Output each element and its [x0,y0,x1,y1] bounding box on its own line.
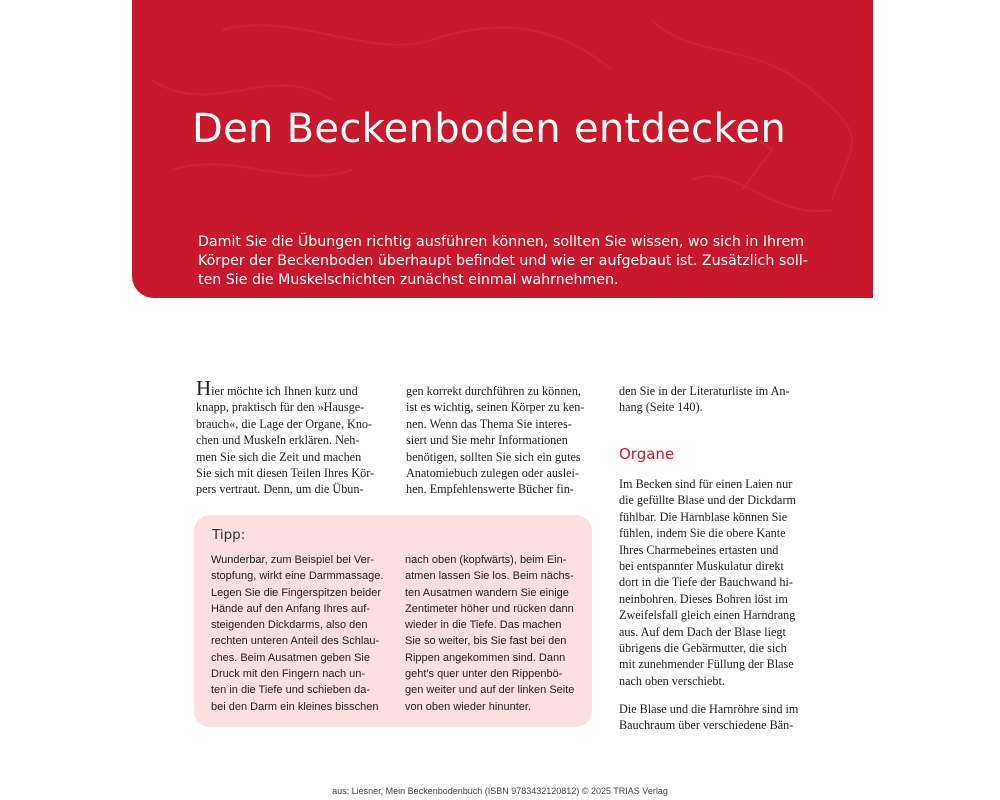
tip-line: Sie so weiter, bis Sie fast bei den [405,635,567,648]
body-line: Sie sich mit diesen Teilen Ihres Kör- [196,466,375,481]
body-line: dort in die Tiefe der Bauchwand hi- [619,575,793,590]
body-line: Die Blase und die Harnröhre sind im [619,702,799,716]
tip-line: ten Ausatmen wandern Sie einige [405,586,569,599]
body-line: pers vertraut. Denn, um die Übun- [196,482,364,497]
body-line: siert und Sie mehr Informationen [406,433,568,448]
tip-box [194,515,592,727]
body-line: Ihres Charmebeines ertasten und [619,542,779,557]
tip-line: Hände auf den Anfang Ihres auf- [211,602,371,615]
tip-line: ten in die Tiefe und schieben da- [211,684,371,697]
body-line: nach oben verschiebt. [619,673,725,688]
body-line: hen. Empfehlenswerte Bücher fin- [406,482,574,497]
body-line: die gefüllte Blase und der Dickdarm [619,493,796,508]
organe-paragraph-2 [619,701,798,734]
body-line [196,376,374,400]
page-title: Den Beckenboden entdecken [192,106,786,152]
tip-line: nach oben (kopfwärts), beim Ein- [405,554,567,566]
drop-cap: H [196,376,212,400]
body-line: Zweifelsfall gleich einen Harndrang [619,608,796,623]
title-banner [132,0,873,298]
body-column-1 [196,376,375,498]
body-line: bei entspannter Muskulatur direkt [619,559,784,574]
body-line: mit zunehmender Füllung der Blase [619,657,794,672]
body-line: fühlen, indem Sie die obere Kante [619,526,786,541]
body-line: aus. Auf dem Dach der Blase liegt [619,624,786,639]
intro-text [198,233,838,290]
tip-line: Wunderbar, zum Beispiel bei Ver- [211,554,375,566]
tip-line: gen weiter und auf der linken Seite [405,684,575,697]
intro-line: Körper der Beckenboden überhaupt befindet und wie er aufgebaut ist. Zusätzlich soll- [198,253,808,269]
body-line: men Sie sich die Zeit und machen [196,449,362,464]
tip-column-2 [405,552,574,715]
body-line: brauch«, die Lage der Organe, Kno- [196,416,373,431]
tip-line: Druck mit den Fingern nach un- [211,668,366,681]
tip-line: wieder in die Tiefe. Das machen [405,619,562,632]
tip-line: stopfung, wirkt eine Darmmassage. [211,570,384,583]
tip-line: von oben wieder hinunter. [405,700,531,713]
tip-line: atmen lassen Sie los. Beim nächs- [405,570,574,583]
tip-line: Legen Sie die Fingerspitzen beider [211,586,382,599]
tip-line: Zentimeter höher und rücken dann [405,602,574,615]
body-line: hang (Seite 140). [619,400,703,415]
body-line: fühlbar. Die Harnblase können Sie [619,509,788,524]
body-line: chen und Muskeln erklären. Neh- [196,433,360,448]
tip-line: geht's quer unter den Rippenbö- [405,668,563,681]
body-line: den Sie in der Literaturliste im An- [619,384,790,398]
tip-line: steigenden Dickdarms, also den [211,619,368,632]
tip-column-1 [211,552,383,715]
tip-line: rechten unteren Anteil des Schlau- [211,635,380,648]
body-column-3-top [619,383,790,416]
body-line: knapp, praktisch für den »Hausge- [196,400,365,415]
body-line: ist es wichtig, seinen Körper zu ken- [406,400,585,415]
tip-line: bei den Darm ein kleines bisschen [211,700,379,713]
body-column-2 [406,383,584,498]
intro-line: Damit Sie die Übungen richtig ausführen können, sollten Sie wissen, wo sich in Ihrem [198,234,805,250]
body-line: Bauchraum über verschiedene Bän- [619,718,794,733]
body-line: übrigens die Gebärmutter, die sich [619,641,787,656]
body-line: gen korrekt durchführen zu können, [406,384,581,398]
body-line: neinbohren. Dieses Bohren löst im [619,591,788,606]
tip-line: ches. Beim Ausatmen geben Sie [211,651,370,664]
body-line: Anatomiebuch zulegen oder auslei- [406,466,579,481]
body-line: benötigen, sollten Sie sich ein gutes [406,449,581,464]
body-line: nen. Wenn das Thema Sie interes- [406,416,572,431]
tip-line: Rippen angekommen sind. Dann [405,651,566,664]
tip-title: Tipp: [212,527,246,543]
source-footer: aus: Liesner, Mein Beckenbodenbuch (ISBN 9783432120812) © 2025 TRIAS Verlag [332,786,668,796]
body-line-rest: ier möchte ich Ihnen kurz und [211,384,358,398]
section-heading-organe: Organe [619,445,675,463]
intro-line: ten Sie die Muskelschichten zunächst einmal wahrnehmen. [198,272,619,288]
body-line: Im Becken sind für einen Laien nur [619,477,793,491]
organe-paragraph-1 [619,476,796,689]
